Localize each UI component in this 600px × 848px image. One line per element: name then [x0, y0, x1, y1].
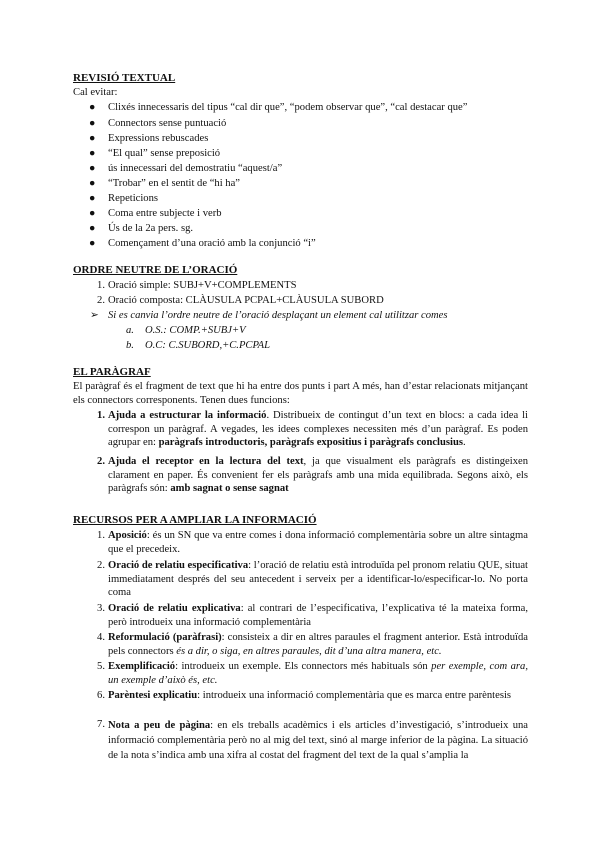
sublist-letter: a.	[126, 325, 134, 336]
bullet-icon: ●	[89, 193, 96, 204]
list-item: Exemplificació: introdueix un exemple. Els connectors més habituals són per exemple, com ara, un exemple d’això és, etc.	[108, 661, 528, 686]
bullet-icon: ●	[89, 133, 96, 144]
list-item: Reformulació (paràfrasi): consisteix a dir en altres paraules el fragment anterior. Està introduïda pels connectors és a dir, o siga, en altres paraules, dit d’una altra manera, etc.	[108, 632, 528, 657]
list-number: 2.	[97, 295, 105, 306]
term: Parèntesi explicatiu	[108, 690, 198, 701]
section-title-ordre-neutre: ORDRE NEUTRE DE L’ORACIÓ	[73, 264, 238, 276]
list-item: Connectors sense puntuació	[108, 118, 227, 129]
list-number: 6.	[97, 690, 105, 701]
list-number: 7.	[97, 719, 105, 730]
term: Aposició	[108, 530, 147, 541]
list-item: Repeticions	[108, 193, 159, 204]
list-number: 2.	[97, 456, 105, 467]
list-number: 5.	[97, 661, 105, 672]
list-item: “El qual” sense preposició	[108, 148, 221, 159]
list-item: Ajuda el receptor en la lectura del text, ja que visualment els paràgrafs es distingeixen clarament en paper. És convenient fer els paràgrafs amb una mida equilibrada. Segons això, els paràgrafs són: amb sagnat o sense sagnat	[108, 456, 529, 495]
term: Oració de relatiu especificativa	[108, 560, 249, 571]
list-number: 1.	[97, 530, 105, 541]
list-number: 1.	[97, 280, 105, 291]
list-item: Parèntesi explicatiu: introdueix una informació complementària que es marca entre parèntesis	[108, 690, 512, 701]
list-item: Expressions rebuscades	[108, 133, 209, 144]
section-title-paragraf: EL PARÀGRAF	[73, 366, 151, 378]
list-item: “Trobar” en el sentit de “hi ha”	[108, 178, 240, 189]
list-item: Aposició: és un SN que va entre comes i dona informació complementària sobre un altre sintagma que el precedeix.	[108, 530, 528, 555]
term: paràgrafs introductoris, paràgrafs expositius i paràgrafs conclusius	[158, 437, 463, 449]
note-item: Si es canvia l’ordre neutre de l’oració desplaçant un element cal utilitzar comes	[108, 310, 448, 321]
bullet-icon: ●	[89, 178, 96, 189]
list-item: Clixés innecessaris del tipus “cal dir que”, “podem observar que”, “cal destacar que”	[108, 102, 468, 113]
bullet-icon: ●	[89, 223, 96, 234]
term: Nota a peu de pàgina	[108, 720, 211, 731]
arrow-bullet-icon: ➢	[90, 310, 99, 321]
bullet-icon: ●	[89, 208, 96, 219]
list-item: ús innecessari del demostratiu “aquest/a”	[108, 163, 283, 174]
sublist-item: O.C: C.SUBORD,+C.PCPAL	[145, 340, 270, 351]
sublist-item: O.S.: COMP.+SUBJ+V	[145, 325, 246, 336]
list-item: Ajuda a estructurar la informació. Distribueix de contingut d’un text en blocs: a cada idea li correspon un paràgraf. A vegades, les idees complexes necessiten més d’un paràgraf. Es poden agrupar en: paràgrafs introductoris, paràgrafs expositius i paràgrafs conclusius.	[108, 410, 528, 449]
list-number: 2.	[97, 560, 105, 571]
bullet-icon: ●	[89, 148, 96, 159]
term: Oració de relatiu explicativa	[108, 603, 241, 614]
list-number: 3.	[97, 603, 105, 614]
bullet-icon: ●	[89, 118, 96, 129]
list-item: Oració de relatiu especificativa: l’oració de relatiu està introduïda pel pronom relatiu QUE, situat immediatament després del seu antecedent i serveix per a identificar-lo/especificar-lo. No porta coma	[108, 560, 528, 599]
list-item: Començament d’una oració amb la conjunció “i”	[108, 238, 316, 249]
list-item: Oració composta: CLÀUSULA PCPAL+CLÀUSULA SUBORD	[108, 295, 384, 306]
bullet-icon: ●	[89, 238, 96, 249]
term: Ajuda a estructurar la informació	[108, 410, 267, 421]
list-number: 4.	[97, 632, 105, 643]
term: Exemplificació	[108, 661, 176, 672]
section-intro: Cal evitar:	[73, 87, 118, 98]
list-item: Oració de relatiu explicativa: al contrari de l’especificativa, l’explicativa té la mateixa forma, però introdueix una informació complementària	[108, 603, 528, 628]
bullet-icon: ●	[89, 102, 96, 113]
list-item: Coma entre subjecte i verb	[108, 208, 222, 219]
sublist-letter: b.	[126, 340, 134, 351]
list-item: Ús de la 2a pers. sg.	[108, 223, 194, 234]
term: Ajuda el receptor en la lectura del text	[108, 456, 304, 467]
list-number: 1.	[97, 410, 105, 421]
section-intro: El paràgraf és el fragment de text que hi ha entre dos punts i part A més, han d’estar relacionats mitjançant els connectors corresponents. Tenen dues funcions:	[73, 381, 528, 406]
term: amb sagnat o sense sagnat	[170, 483, 289, 495]
list-item: Oració simple: SUBJ+V+COMPLEMENTS	[108, 280, 297, 291]
section-title-recursos: RECURSOS PER A AMPLIAR LA INFORMACIÓ	[73, 514, 317, 526]
list-item: Nota a peu de pàgina: en els treballs acadèmics i els articles d’investigació, s’introdueix una informació complementària però no al mig del text, sinó al marge inferior de la pàgina. La situació de la nota s’indica amb una xifra al costat del fragment del text de la qual s’amplia la	[108, 720, 528, 761]
section-title-revisio-textual: REVISIÓ TEXTUAL	[73, 72, 176, 84]
bullet-icon: ●	[89, 163, 96, 174]
term: Reformulació (paràfrasi)	[108, 632, 222, 643]
